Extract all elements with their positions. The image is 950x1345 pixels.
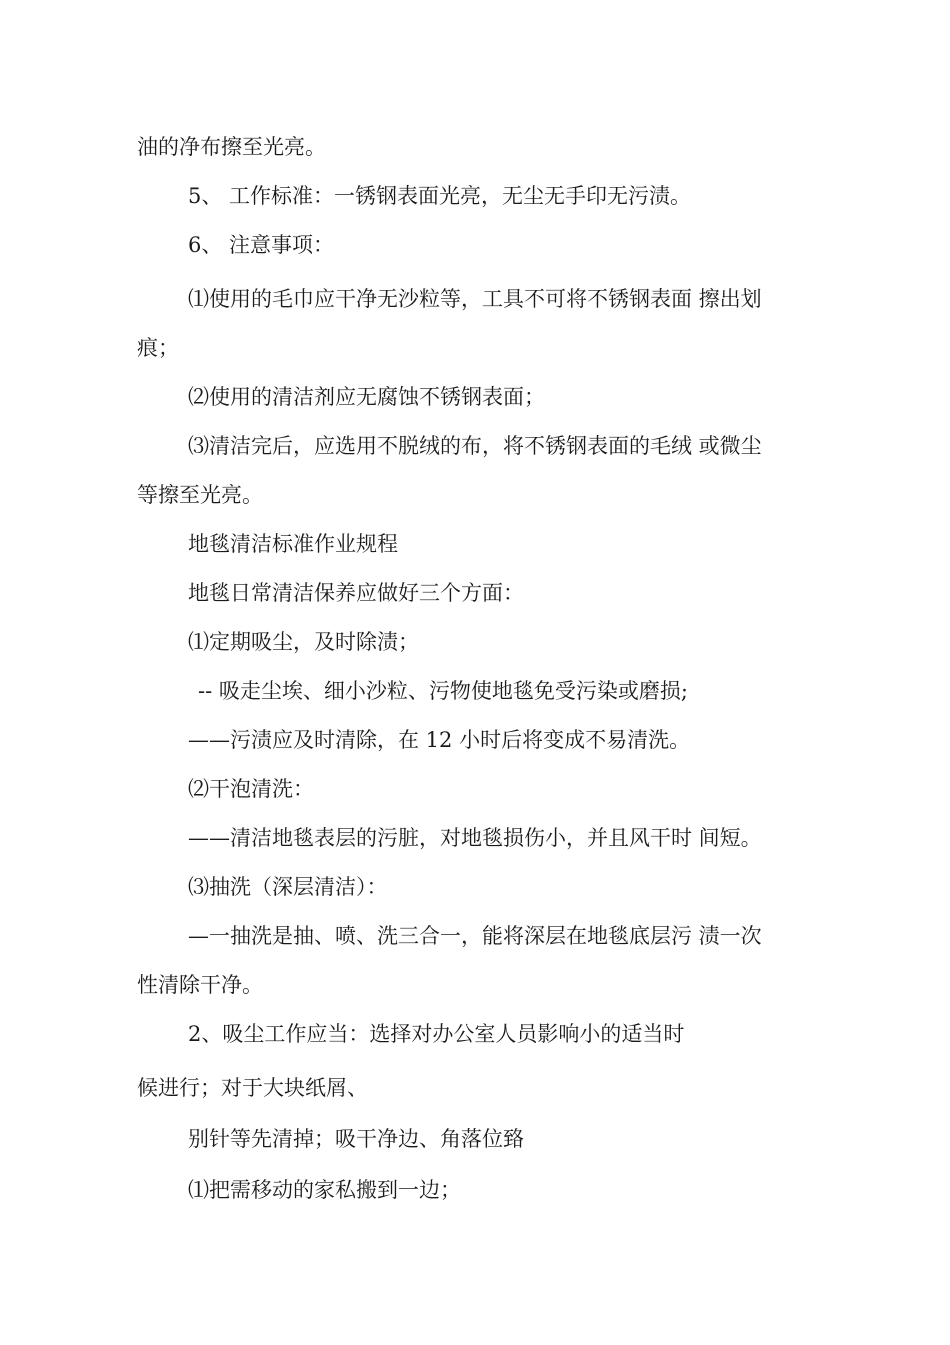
text-line-18: 性清除干净。	[137, 973, 263, 997]
text-line-21: 别针等先清掉；吸干净边、角落位臵	[188, 1127, 524, 1151]
text-line-20: 候进行；对于大块纸屑、	[137, 1076, 368, 1100]
text-line-2: 5、 工作标准：一锈钢表面光亮，无尘无手印无污渍。	[188, 184, 692, 208]
text-line-9: 地毯清洁标准作业规程	[188, 532, 398, 556]
text-line-16: ⑶抽洗（深层清洁）：	[188, 875, 388, 899]
text-line-14: ⑵干泡清洗：	[188, 777, 314, 801]
text-line-13: ——污渍应及时清除，在 12 小时后将变成不易清洗。	[188, 728, 691, 752]
text-line-22: ⑴把需移动的家私搬到一边；	[188, 1178, 461, 1202]
text-line-6: ⑵使用的清洁剂应无腐蚀不锈钢表面；	[188, 385, 545, 409]
text-line-4: ⑴使用的毛巾应干净无沙粒等，工具不可将不锈钢表面 擦出划	[188, 287, 762, 311]
text-line-19: 2、吸尘工作应当：选择对办公室人员影响小的适当时	[188, 1022, 685, 1046]
text-line-1: 油的净布擦至光亮。	[137, 135, 326, 159]
text-line-12: -- 吸走尘埃、细小沙粒、污物使地毯免受污染或磨损;	[198, 679, 688, 703]
text-line-3: 6、 注意事项：	[188, 233, 335, 257]
text-line-10: 地毯日常清洁保养应做好三个方面：	[188, 581, 524, 605]
text-line-8: 等擦至光亮。	[137, 483, 263, 507]
text-line-17: —一抽洗是抽、喷、洗三合一，能将深层在地毯底层污 渍一次	[188, 924, 762, 948]
text-line-7: ⑶清洁完后，应选用不脱绒的布，将不锈钢表面的毛绒 或微尘	[188, 434, 762, 458]
text-line-11: ⑴定期吸尘，及时除渍；	[188, 630, 419, 654]
text-line-5: 痕；	[137, 336, 179, 360]
text-line-15: ——清洁地毯表层的污脏，对地毯损伤小，并且风干时 间短。	[188, 826, 762, 850]
